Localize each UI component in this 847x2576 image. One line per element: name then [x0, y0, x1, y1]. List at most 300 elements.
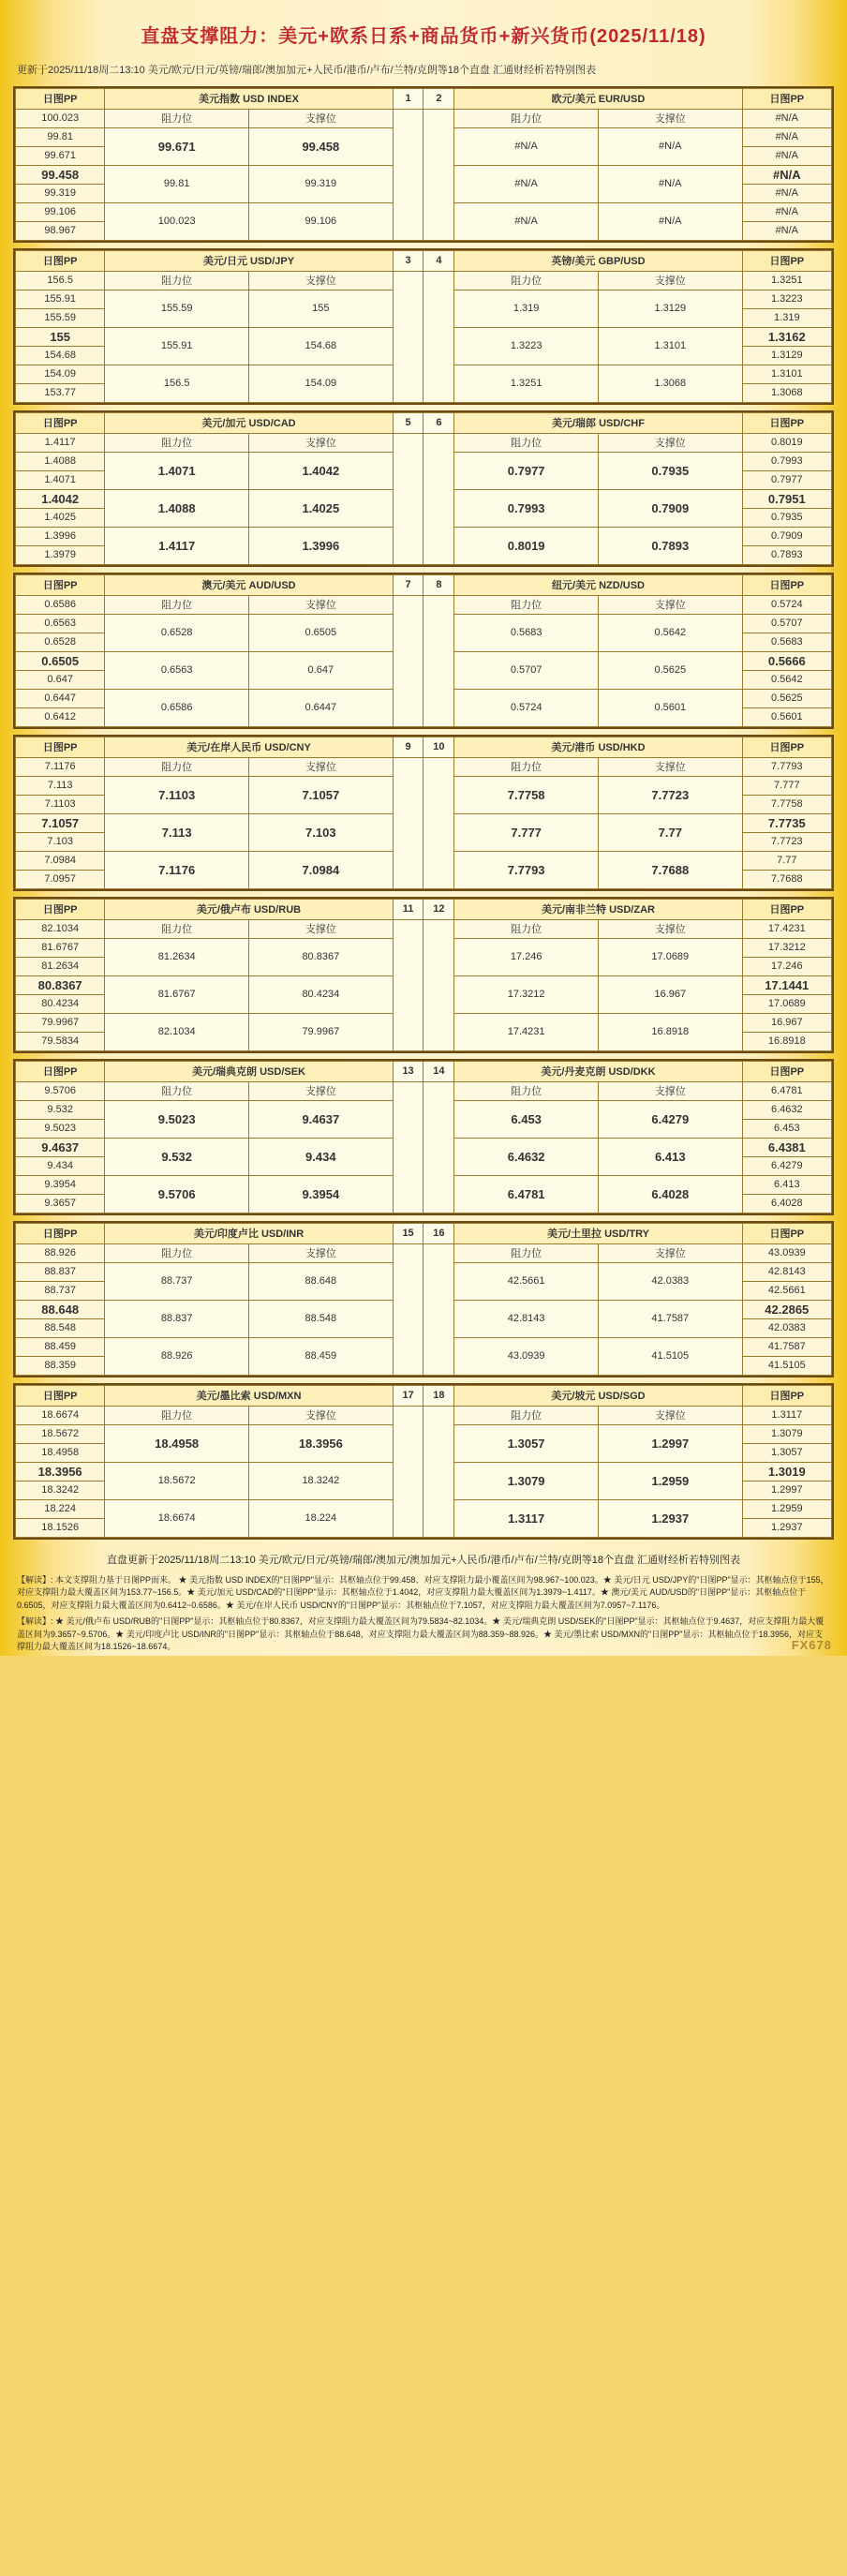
resistance-value-right: 0.5683: [454, 614, 599, 651]
pp-level-value: 0.5666: [742, 651, 831, 670]
pair-title-left[interactable]: 美元/日元 USD/JPY: [105, 250, 393, 271]
resistance-value-left: 9.532: [105, 1138, 249, 1175]
pp-header-left: 日图PP: [16, 574, 105, 595]
support-value-left: 7.0984: [249, 851, 394, 888]
pp-level-value: 1.3979: [16, 545, 105, 564]
pp-level-value: 1.4088: [16, 452, 105, 470]
resistance-value-right: 42.5661: [454, 1262, 599, 1300]
support-value-left: 99.106: [249, 202, 394, 240]
pp-level-value: 1.3019: [742, 1462, 831, 1481]
pp-level-value: 41.5105: [742, 1356, 831, 1375]
support-value-right: 1.3101: [598, 327, 742, 365]
pp-level-value: 1.3068: [742, 383, 831, 402]
resistance-value-left: 9.5023: [105, 1100, 249, 1138]
pp-level-value: 16.8918: [742, 1032, 831, 1050]
pp-level-value: 42.5661: [742, 1281, 831, 1300]
support-header-left: 支撑位: [249, 271, 394, 290]
pp-level-value: 0.7909: [742, 527, 831, 545]
resistance-header-left: 阻力位: [105, 271, 249, 290]
support-value-right: 6.4028: [598, 1175, 742, 1213]
pp-level-value: 0.5642: [742, 670, 831, 689]
support-value-right: 7.7723: [598, 776, 742, 813]
pair-index-right: 8: [424, 574, 454, 595]
pp-level-value: 6.4028: [742, 1194, 831, 1213]
pp-level-value: 0.7977: [742, 470, 831, 489]
resistance-header-right: 阻力位: [454, 1406, 599, 1424]
support-header-right: 支撑位: [598, 433, 742, 452]
spacer-right: [424, 271, 454, 402]
pp-level-value: 81.2634: [16, 957, 105, 975]
resistance-value-left: 0.6586: [105, 689, 249, 726]
pp-level-value: 0.5724: [742, 595, 831, 614]
support-value-left: 18.3956: [249, 1424, 394, 1462]
resistance-value-left: 156.5: [105, 365, 249, 402]
support-value-left: 80.8367: [249, 938, 394, 975]
resistance-value-right: 1.319: [454, 290, 599, 327]
support-header-left: 支撑位: [249, 1406, 394, 1424]
pair-index-right: 16: [424, 1223, 454, 1243]
support-value-right: 1.2997: [598, 1424, 742, 1462]
spacer-left: [393, 1243, 424, 1375]
pp-level-value: 16.967: [742, 1013, 831, 1032]
pp-level-value: 0.8019: [742, 433, 831, 452]
pp-level-value: 98.967: [16, 221, 105, 240]
pair-title-left[interactable]: 美元/瑞典克朗 USD/SEK: [105, 1061, 393, 1081]
resistance-value-right: 17.3212: [454, 975, 599, 1013]
pp-level-value: 9.4637: [16, 1138, 105, 1156]
pp-level-value: 155.91: [16, 290, 105, 308]
pp-level-value: 1.3996: [16, 527, 105, 545]
support-header-right: 支撑位: [598, 1243, 742, 1262]
resistance-value-left: 88.926: [105, 1337, 249, 1375]
pp-level-value: 0.7951: [742, 489, 831, 508]
pp-level-value: 42.0383: [742, 1318, 831, 1337]
pp-level-value: 99.458: [16, 165, 105, 184]
spacer-left: [393, 271, 424, 402]
pp-level-value: 7.1176: [16, 757, 105, 776]
support-value-left: 1.3996: [249, 527, 394, 564]
resistance-value-right: 7.7793: [454, 851, 599, 888]
pp-level-value: 0.6505: [16, 651, 105, 670]
pair-block: [13, 1221, 834, 1377]
pair-title-right[interactable]: 纽元/美元 NZD/USD: [454, 574, 742, 595]
resistance-header-right: 阻力位: [454, 433, 599, 452]
resistance-header-left: 阻力位: [105, 919, 249, 938]
pair-title-left[interactable]: 美元指数 USD INDEX: [105, 88, 393, 109]
support-value-right: 0.5601: [598, 689, 742, 726]
resistance-header-left: 阻力位: [105, 757, 249, 776]
pair-title-left[interactable]: 澳元/美元 AUD/USD: [105, 574, 393, 595]
pp-level-value: 18.6674: [16, 1406, 105, 1424]
support-value-left: 154.09: [249, 365, 394, 402]
pp-level-value: 154.09: [16, 365, 105, 383]
pair-title-right[interactable]: 英镑/美元 GBP/USD: [454, 250, 742, 271]
spacer-left: [393, 109, 424, 240]
pair-index-left: 1: [393, 88, 424, 109]
support-value-left: 0.6505: [249, 614, 394, 651]
pair-title-left[interactable]: 美元/墨比索 USD/MXN: [105, 1385, 393, 1406]
support-value-right: 1.2937: [598, 1499, 742, 1537]
resistance-header-left: 阻力位: [105, 109, 249, 127]
pair-index-left: 15: [393, 1223, 424, 1243]
pp-level-value: 6.4632: [742, 1100, 831, 1119]
pp-level-value: 1.2959: [742, 1499, 831, 1518]
pair-index-right: 10: [424, 737, 454, 757]
resistance-value-right: 17.246: [454, 938, 599, 975]
pp-level-value: 1.4071: [16, 470, 105, 489]
pp-level-value: 1.3223: [742, 290, 831, 308]
pp-level-value: 0.6412: [16, 707, 105, 726]
resistance-value-right: #N/A: [454, 127, 599, 165]
support-header-left: 支撑位: [249, 1243, 394, 1262]
resistance-value-right: 6.453: [454, 1100, 599, 1138]
pp-level-value: 7.77: [742, 851, 831, 870]
pp-level-value: 0.5625: [742, 689, 831, 707]
resistance-value-right: 1.3057: [454, 1424, 599, 1462]
pp-header-right: 日图PP: [742, 1061, 831, 1081]
spacer-right: [424, 109, 454, 240]
pair-index-left: 11: [393, 899, 424, 919]
spacer-right: [424, 1406, 454, 1537]
pp-header-left: 日图PP: [16, 412, 105, 433]
pair-index-left: 17: [393, 1385, 424, 1406]
pp-level-value: 7.7688: [742, 870, 831, 888]
pp-level-value: 79.5834: [16, 1032, 105, 1050]
spacer-left: [393, 1081, 424, 1213]
resistance-header-right: 阻力位: [454, 109, 599, 127]
support-header-right: 支撑位: [598, 1081, 742, 1100]
resistance-value-left: 1.4117: [105, 527, 249, 564]
pair-index-left: 3: [393, 250, 424, 271]
pair-title-left[interactable]: 美元/印度卢比 USD/INR: [105, 1223, 393, 1243]
resistance-value-left: 100.023: [105, 202, 249, 240]
spacer-left: [393, 433, 424, 564]
support-value-right: #N/A: [598, 202, 742, 240]
support-value-right: 0.5642: [598, 614, 742, 651]
pp-level-value: 18.3956: [16, 1462, 105, 1481]
pp-level-value: #N/A: [742, 109, 831, 127]
support-value-right: #N/A: [598, 127, 742, 165]
pp-level-value: 18.224: [16, 1499, 105, 1518]
pp-level-value: 0.5707: [742, 614, 831, 633]
pp-level-value: 6.4381: [742, 1138, 831, 1156]
pp-level-value: 0.647: [16, 670, 105, 689]
pp-level-value: 81.6767: [16, 938, 105, 957]
support-value-right: 42.0383: [598, 1262, 742, 1300]
support-value-left: 9.434: [249, 1138, 394, 1175]
pair-block: [13, 410, 834, 567]
support-value-right: 6.4279: [598, 1100, 742, 1138]
pp-level-value: 1.3101: [742, 365, 831, 383]
resistance-header-right: 阻力位: [454, 271, 599, 290]
pp-level-value: 1.3129: [742, 346, 831, 365]
pp-level-value: #N/A: [742, 221, 831, 240]
brand-watermark: FX678: [791, 1637, 832, 1652]
pp-level-value: 7.0957: [16, 870, 105, 888]
resistance-value-left: 18.5672: [105, 1462, 249, 1499]
pp-level-value: 41.7587: [742, 1337, 831, 1356]
pp-level-value: 7.777: [742, 776, 831, 795]
pp-header-right: 日图PP: [742, 1385, 831, 1406]
resistance-value-left: 0.6528: [105, 614, 249, 651]
resistance-value-left: 155.59: [105, 290, 249, 327]
resistance-value-right: 1.3223: [454, 327, 599, 365]
pp-level-value: #N/A: [742, 165, 831, 184]
pp-level-value: 1.4042: [16, 489, 105, 508]
pp-level-value: 9.434: [16, 1156, 105, 1175]
pair-block: [13, 897, 834, 1053]
support-value-right: 0.7935: [598, 452, 742, 489]
pair-block: [13, 1383, 834, 1540]
support-value-left: 7.103: [249, 813, 394, 851]
resistance-value-left: 82.1034: [105, 1013, 249, 1050]
pp-level-value: 88.837: [16, 1262, 105, 1281]
pp-level-value: 1.4117: [16, 433, 105, 452]
pp-level-value: 88.459: [16, 1337, 105, 1356]
support-value-left: 88.459: [249, 1337, 394, 1375]
pp-level-value: 88.359: [16, 1356, 105, 1375]
resistance-header-left: 阻力位: [105, 595, 249, 614]
pp-header-left: 日图PP: [16, 1385, 105, 1406]
resistance-value-right: 6.4632: [454, 1138, 599, 1175]
pp-level-value: 6.453: [742, 1119, 831, 1138]
support-value-left: 155: [249, 290, 394, 327]
spacer-right: [424, 757, 454, 888]
spacer-right: [424, 433, 454, 564]
resistance-value-left: 18.6674: [105, 1499, 249, 1537]
resistance-value-left: 18.4958: [105, 1424, 249, 1462]
resistance-value-left: 0.6563: [105, 651, 249, 689]
pp-header-left: 日图PP: [16, 899, 105, 919]
pair-title-right[interactable]: 美元/坡元 USD/SGD: [454, 1385, 742, 1406]
support-header-left: 支撑位: [249, 757, 394, 776]
spacer-left: [393, 757, 424, 888]
pair-block: [13, 86, 834, 243]
pp-level-value: 99.81: [16, 127, 105, 146]
pair-index-right: 6: [424, 412, 454, 433]
pair-title-right[interactable]: 美元/港币 USD/HKD: [454, 737, 742, 757]
resistance-header-right: 阻力位: [454, 1081, 599, 1100]
support-header-right: 支撑位: [598, 595, 742, 614]
pair-block: [13, 573, 834, 729]
pp-level-value: 155: [16, 327, 105, 346]
support-value-left: 7.1057: [249, 776, 394, 813]
pp-level-value: 17.246: [742, 957, 831, 975]
pp-level-value: 1.3079: [742, 1424, 831, 1443]
support-value-right: 16.967: [598, 975, 742, 1013]
support-value-right: 1.2959: [598, 1462, 742, 1499]
support-value-right: 1.3068: [598, 365, 742, 402]
support-header-left: 支撑位: [249, 595, 394, 614]
pair-block: [13, 248, 834, 405]
resistance-value-left: 88.737: [105, 1262, 249, 1300]
support-value-left: 99.319: [249, 165, 394, 202]
support-value-left: 0.6447: [249, 689, 394, 726]
pp-level-value: 9.3657: [16, 1194, 105, 1213]
pp-level-value: #N/A: [742, 202, 831, 221]
pair-title-right[interactable]: 美元/土里拉 USD/TRY: [454, 1223, 742, 1243]
pp-level-value: 42.8143: [742, 1262, 831, 1281]
pair-title-right[interactable]: 美元/瑞郎 USD/CHF: [454, 412, 742, 433]
pp-level-value: 88.548: [16, 1318, 105, 1337]
pp-level-value: 99.106: [16, 202, 105, 221]
resistance-header-right: 阻力位: [454, 595, 599, 614]
resistance-value-left: 99.671: [105, 127, 249, 165]
pp-level-value: 0.6447: [16, 689, 105, 707]
pp-level-value: 0.5683: [742, 633, 831, 651]
pp-level-value: 7.7723: [742, 832, 831, 851]
spacer-right: [424, 1243, 454, 1375]
support-value-left: 80.4234: [249, 975, 394, 1013]
pp-level-value: 1.3162: [742, 327, 831, 346]
pp-level-value: 7.0984: [16, 851, 105, 870]
pp-level-value: 1.3057: [742, 1443, 831, 1462]
resistance-value-right: 43.0939: [454, 1337, 599, 1375]
pp-level-value: #N/A: [742, 127, 831, 146]
pp-level-value: 9.3954: [16, 1175, 105, 1194]
pp-level-value: 7.1057: [16, 813, 105, 832]
support-value-right: 17.0689: [598, 938, 742, 975]
support-header-right: 支撑位: [598, 1406, 742, 1424]
pp-level-value: 18.5672: [16, 1424, 105, 1443]
pp-level-value: 7.7758: [742, 795, 831, 813]
pp-header-right: 日图PP: [742, 899, 831, 919]
support-header-left: 支撑位: [249, 109, 394, 127]
pp-level-value: 7.7793: [742, 757, 831, 776]
pair-title-right[interactable]: 美元/南非兰特 USD/ZAR: [454, 899, 742, 919]
pp-level-value: 43.0939: [742, 1243, 831, 1262]
pair-title-left[interactable]: 美元/在岸人民币 USD/CNY: [105, 737, 393, 757]
pair-title-left[interactable]: 美元/加元 USD/CAD: [105, 412, 393, 433]
resistance-value-left: 81.2634: [105, 938, 249, 975]
pp-level-value: 6.413: [742, 1175, 831, 1194]
resistance-header-right: 阻力位: [454, 919, 599, 938]
pp-level-value: 156.5: [16, 271, 105, 290]
blocks-container: [13, 86, 834, 1540]
support-value-right: 1.3129: [598, 290, 742, 327]
pp-level-value: 80.4234: [16, 994, 105, 1013]
pair-title-right[interactable]: 美元/丹麦克朗 USD/DKK: [454, 1061, 742, 1081]
support-header-right: 支撑位: [598, 271, 742, 290]
pp-level-value: 7.1103: [16, 795, 105, 813]
pair-index-left: 9: [393, 737, 424, 757]
resistance-value-left: 1.4088: [105, 489, 249, 527]
pp-level-value: 155.59: [16, 308, 105, 327]
pp-level-value: 154.68: [16, 346, 105, 365]
support-value-left: 99.458: [249, 127, 394, 165]
resistance-value-left: 81.6767: [105, 975, 249, 1013]
pp-level-value: 0.7993: [742, 452, 831, 470]
pp-level-value: 0.6586: [16, 595, 105, 614]
pp-level-value: 88.737: [16, 1281, 105, 1300]
spacer-left: [393, 595, 424, 726]
explanation-paragraph-1: 【解读】: 本文支撑阻力基于日图PP而来。 ★ 美元指数 USD INDEX的"日图PP"显示：其枢轴点位于99.458、对应支撑阻力最小覆盖区间为98.967~100.023。★ 美元/日元 USD/JPY的"日图PP"显示：其枢轴点位于155，对应支撑阻力最大覆盖区间为153.77~156.5。★ 美元/加元 USD/CAD的"日图PP"显示：其枢轴点位于1.4042，对应支撑阻力最大覆盖区间为1.3979~1.4117。★ 澳元/美元 AUD/USD的"日图PP"显示：其枢轴点位于0.6505，对应支撑阻力最大覆盖区间为0.6412~0.6586。★ 美元/在岸人民币 USD/CNY的"日图PP"显示：其枢轴点位于7.1057，对应支撑阻力最大覆盖区间为7.0957~7.1176。: [17, 1574, 829, 1610]
support-header-right: 支撑位: [598, 757, 742, 776]
pp-level-value: 88.926: [16, 1243, 105, 1262]
resistance-value-left: 1.4071: [105, 452, 249, 489]
pair-index-right: 14: [424, 1061, 454, 1081]
pair-index-left: 5: [393, 412, 424, 433]
resistance-value-left: 9.5706: [105, 1175, 249, 1213]
pp-level-value: 17.4231: [742, 919, 831, 938]
resistance-value-right: 1.3251: [454, 365, 599, 402]
pp-header-left: 日图PP: [16, 737, 105, 757]
pp-level-value: 7.113: [16, 776, 105, 795]
pp-level-value: 17.1441: [742, 975, 831, 994]
pp-level-value: 0.6563: [16, 614, 105, 633]
resistance-value-right: 0.8019: [454, 527, 599, 564]
pp-level-value: 0.5601: [742, 707, 831, 726]
pp-header-left: 日图PP: [16, 1061, 105, 1081]
resistance-value-right: 0.7993: [454, 489, 599, 527]
pair-title-right[interactable]: 欧元/美元 EUR/USD: [454, 88, 742, 109]
pp-level-value: 42.2865: [742, 1300, 831, 1318]
support-header-left: 支撑位: [249, 919, 394, 938]
pp-level-value: 9.5706: [16, 1081, 105, 1100]
support-value-left: 18.3242: [249, 1462, 394, 1499]
resistance-value-left: 155.91: [105, 327, 249, 365]
pp-level-value: 99.319: [16, 184, 105, 202]
support-value-right: 7.7688: [598, 851, 742, 888]
support-value-left: 1.4025: [249, 489, 394, 527]
pp-level-value: 17.0689: [742, 994, 831, 1013]
footer-note: 直盘更新于2025/11/18周二13:10 美元/欧元/日元/英镑/瑞郎/澳加元/澳加加元+人民币/港币/卢布/兰特/克朗等18个直盘 汇通财经析若特别图表: [106, 1554, 741, 1566]
pp-level-value: 6.4781: [742, 1081, 831, 1100]
pp-level-value: 99.671: [16, 146, 105, 165]
pp-level-value: 18.3242: [16, 1481, 105, 1499]
pair-title-left[interactable]: 美元/俄卢布 USD/RUB: [105, 899, 393, 919]
pp-level-value: 153.77: [16, 383, 105, 402]
pair-index-left: 7: [393, 574, 424, 595]
resistance-header-left: 阻力位: [105, 1243, 249, 1262]
pp-header-right: 日图PP: [742, 1223, 831, 1243]
support-value-left: 79.9967: [249, 1013, 394, 1050]
spacer-left: [393, 1406, 424, 1537]
resistance-header-right: 阻力位: [454, 757, 599, 776]
explanation-paragraph-2: 【解读】: ★ 美元/俄卢布 USD/RUB的"日图PP"显示：其枢轴点位于80.8367，对应支撑阻力最大覆盖区间为79.5834~82.1034。★ 美元/瑞典克朗 USD/SEK的"日图PP"显示：其枢轴点位于9.4637，对应支撑阻力最大覆盖区间为9.3657~9.5706。★ 美元/印度卢比 USD/INR的"日图PP"显示：其枢轴点位于88.648，对应支撑阻力最大覆盖区间为88.359~88.926。★ 美元/墨比索 USD/MXN的"日图PP"显示：其枢轴点位于18.3956，对应支撑阻力最大覆盖区间为18.1526~18.6674。: [17, 1616, 825, 1652]
resistance-value-right: 0.7977: [454, 452, 599, 489]
support-value-left: 154.68: [249, 327, 394, 365]
pp-level-value: 7.7735: [742, 813, 831, 832]
support-value-right: #N/A: [598, 165, 742, 202]
support-value-left: 88.548: [249, 1300, 394, 1337]
pair-block: [13, 735, 834, 891]
resistance-value-right: 0.5724: [454, 689, 599, 726]
pp-level-value: 1.3251: [742, 271, 831, 290]
pair-block: [13, 1059, 834, 1215]
pp-level-value: 79.9967: [16, 1013, 105, 1032]
support-value-right: 0.5625: [598, 651, 742, 689]
pp-header-left: 日图PP: [16, 250, 105, 271]
pp-level-value: 9.5023: [16, 1119, 105, 1138]
resistance-value-left: 99.81: [105, 165, 249, 202]
support-value-left: 88.648: [249, 1262, 394, 1300]
pp-level-value: 18.1526: [16, 1518, 105, 1537]
support-value-right: 7.77: [598, 813, 742, 851]
pp-header-right: 日图PP: [742, 412, 831, 433]
resistance-value-left: 7.1176: [105, 851, 249, 888]
pair-index-right: 4: [424, 250, 454, 271]
pp-level-value: 1.3117: [742, 1406, 831, 1424]
pp-level-value: 0.6528: [16, 633, 105, 651]
support-value-left: 1.4042: [249, 452, 394, 489]
resistance-header-left: 阻力位: [105, 433, 249, 452]
resistance-value-left: 7.1103: [105, 776, 249, 813]
pp-level-value: 82.1034: [16, 919, 105, 938]
support-header-left: 支撑位: [249, 433, 394, 452]
resistance-value-right: 1.3117: [454, 1499, 599, 1537]
support-value-right: 6.413: [598, 1138, 742, 1175]
